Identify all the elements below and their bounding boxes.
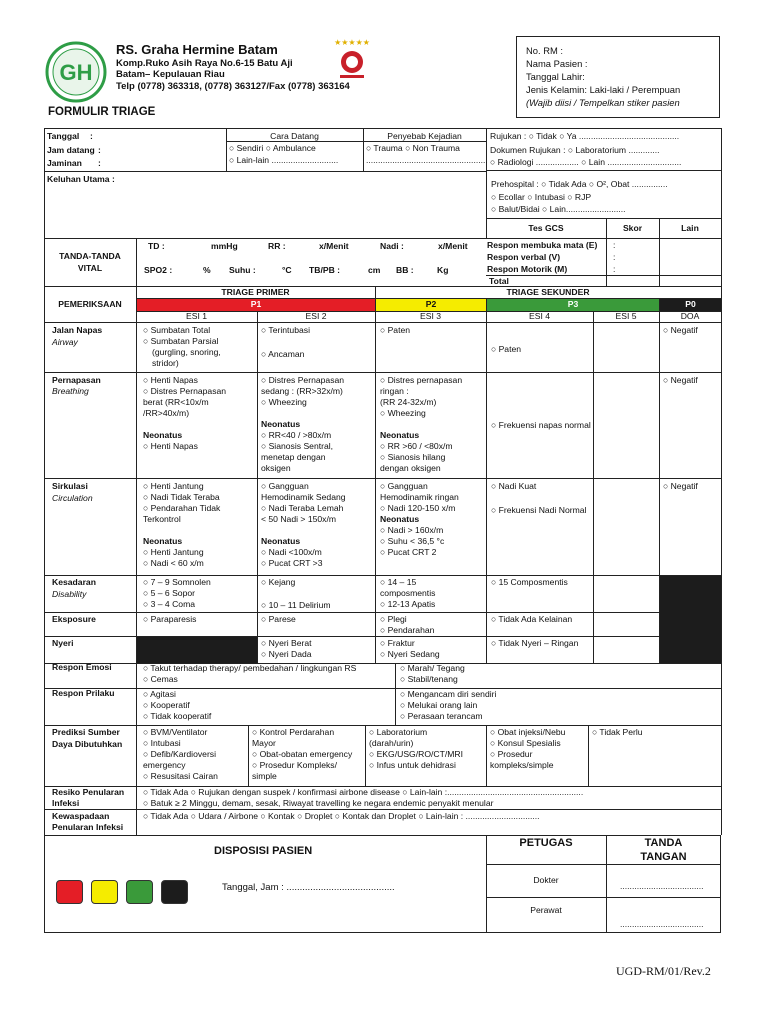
- gcs-motor: Respon Motorik (M): [487, 264, 568, 274]
- circulation-label: Sirkulasi: [52, 481, 88, 491]
- disposisi-title: DISPOSISI PASIEN: [214, 845, 313, 857]
- patient-name-label: Nama Pasien :: [526, 58, 588, 69]
- rujukan-options[interactable]: Rujukan : ○ Tidak ○ Ya ..........................................: [490, 131, 680, 141]
- breathing-esi2[interactable]: ○ Distres Pernapasan sedang : (RR>32x/m) ○ Wheezing Neonatus ○ RR<40 / >80x/m ○ Sianosis Sentral, menetap dengan oksigen: [261, 375, 345, 473]
- circulation-nadi-kuat[interactable]: ○ Nadi Kuat: [491, 481, 537, 491]
- prehospital-options-2[interactable]: ○ Ecollar ○ Intubasi ○ RJP: [491, 192, 592, 202]
- kewaspadaan-options[interactable]: ○ Tidak Ada ○ Udara / Airbone ○ Kontak ○ Droplet ○ Kontak dan Droplet ○ Lain-lain : ...............................: [143, 811, 540, 821]
- eksposure-esi4[interactable]: ○ Tidak Ada Kelainan: [491, 614, 573, 624]
- hospital-address: Komp.Ruko Asih Raya No.6-15 Batu Aji: [116, 58, 293, 69]
- gcs-lain-header: Lain: [681, 223, 699, 233]
- nadi-unit: x/Menit: [438, 241, 468, 251]
- circulation-esi1[interactable]: ○ Henti Jantung ○ Nadi Tidak Teraba ○ Pendarahan Tidak Terkontrol Neonatus ○ Henti Jantung ○ Nadi < 60 x/m: [143, 481, 221, 568]
- petugas-header: PETUGAS: [519, 837, 573, 849]
- airway-esi1[interactable]: ○ Sumbatan Total ○ Sumbatan Parsial (gurgling, snoring, stridor): [143, 325, 221, 368]
- no-rm-label: No. RM :: [526, 45, 563, 56]
- esi1-header: ESI 1: [185, 311, 208, 321]
- dokumen-rujukan[interactable]: Dokumen Rujukan : ○ Laboratorium .............: [490, 145, 660, 155]
- doa-header: DOA: [680, 311, 700, 321]
- gcs-v-colon: :: [613, 252, 616, 262]
- eksposure-esi1[interactable]: ○ Paraparesis: [143, 614, 197, 624]
- rr-label: RR :: [268, 241, 286, 251]
- hospital-city: Batam– Kepulauan Riau: [116, 69, 225, 80]
- esi2-header: ESI 2: [305, 311, 327, 321]
- resiko-batuk[interactable]: ○ Batuk ≥ 2 Minggu, demam, sesak, Riwayat travelling ke negara endemic penyakit menular: [143, 798, 494, 808]
- tanggal-label: Tanggal: [47, 131, 80, 141]
- form-title: FORMULIR TRIAGE: [48, 106, 156, 118]
- kesadaran-delirium[interactable]: ○ 10 – 11 Delirium: [261, 600, 331, 610]
- yellow-color-box[interactable]: [91, 880, 118, 904]
- gender-label: Jenis Kelamin: Laki-laki / Perempuan: [526, 84, 681, 95]
- suhu-label: Suhu :: [229, 265, 256, 275]
- circulation-esi2[interactable]: ○ Gangguan Hemodinamik Sedang ○ Nadi Teraba Lemah < 50 Nadi > 150x/m Neonatus ○ Nadi <100x/m ○ Pucat CRT >3: [261, 481, 346, 568]
- sticker-note: (Wajib diisi / Tempelkan stiker pasien: [526, 97, 680, 108]
- esi1-nyeri-disabled-cell: [137, 637, 257, 663]
- circulation-doa[interactable]: ○ Negatif: [663, 481, 698, 491]
- gcs-eye: Respon membuka mata (E): [487, 240, 598, 250]
- breathing-esi1[interactable]: ○ Henti Napas ○ Distres Pernapasan berat (RR<10x/m /RR>40x/m) Neonatus ○ Henti Napas: [143, 375, 227, 451]
- dokter-signature[interactable]: ...................................: [620, 881, 704, 891]
- accreditation-logo: [330, 36, 374, 80]
- suhu-unit: °C: [282, 265, 292, 275]
- esi4-header: ESI 4: [528, 311, 551, 321]
- prilaku-label: Respon Prilaku: [52, 688, 115, 698]
- doa-disabled-cell: [660, 576, 721, 663]
- breathing-doa[interactable]: ○ Negatif: [663, 375, 698, 385]
- sumber-options-a[interactable]: ○ BVM/Ventilator ○ Intubasi ○ Defib/Kardioversi emergency ○ Resusitasi Cairan: [143, 727, 218, 781]
- sumber-options-d[interactable]: ○ Obat injeksi/Nebu ○ Konsul Spesialis ○ Prosedur kompleks/simple: [490, 727, 566, 770]
- sumber-tidak-perlu[interactable]: ○ Tidak Perlu: [592, 727, 643, 737]
- p2-band: P2: [376, 299, 486, 311]
- breathing-esi3[interactable]: ○ Distres pernapasan ringan : (RR 24-32x/m) ○ Wheezing Neonatus ○ RR >60 / <80x/m ○ Sianosis hilang dengan oksigen: [380, 375, 463, 473]
- circulation-esi3[interactable]: ○ Gangguan Hemodinamik ringan ○ Nadi 120-150 x/m Neonatus ○ Nadi > 160x/m ○ Suhu < 36,5 °c ○ Pucat CRT 2: [380, 481, 459, 557]
- gcs-e-colon: :: [613, 240, 616, 250]
- eksposure-label: Eksposure: [52, 614, 96, 624]
- spo2-label: SPO2 :: [144, 265, 173, 275]
- vital-label-2: VITAL: [77, 263, 103, 273]
- gcs-header: Tes GCS: [528, 223, 564, 233]
- perawat-label: Perawat: [530, 905, 562, 915]
- p3-band: P3: [487, 299, 659, 311]
- kesadaran-label: Kesadaran: [52, 577, 96, 587]
- spo2-unit: %: [203, 265, 211, 275]
- cara-datang-lain[interactable]: ○ Lain-lain ............................: [229, 155, 339, 165]
- black-color-box[interactable]: [161, 880, 188, 904]
- p1-band: P1: [137, 299, 375, 311]
- nyeri-esi2[interactable]: ○ Nyeri Berat ○ Nyeri Dada: [261, 638, 312, 659]
- red-color-box[interactable]: [56, 880, 83, 904]
- jaminan-label: Jaminan: [47, 158, 82, 168]
- tb-unit: cm: [368, 265, 381, 275]
- emosi-options-a[interactable]: ○ Takut terhadap therapy/ pembedahan / lingkungan RS ○ Cemas: [143, 663, 357, 684]
- eksposure-esi2[interactable]: ○ Parese: [261, 614, 296, 624]
- kesadaran-sublabel: Disability: [52, 589, 87, 599]
- eksposure-esi3[interactable]: ○ Plegi ○ Pendarahan: [380, 614, 435, 635]
- circulation-sublabel: Circulation: [52, 493, 93, 503]
- cara-datang-header: Cara Datang: [270, 131, 319, 141]
- penyebab-header: Penyebab Kejadian: [387, 131, 462, 141]
- hospital-phone: Telp (0778) 363318, (0778) 363127/Fax (0778) 363164: [116, 81, 350, 92]
- triage-sekunder-label: TRIAGE SEKUNDER: [506, 287, 590, 297]
- airway-sublabel: Airway: [52, 337, 78, 347]
- airway-esi4[interactable]: ○ Paten: [491, 344, 522, 354]
- nadi-label: Nadi :: [380, 241, 404, 251]
- rr-unit: x/Menit: [319, 241, 349, 251]
- breathing-sublabel: Breathing: [52, 386, 89, 396]
- gcs-verbal: Respon verbal (V): [487, 252, 561, 262]
- dokter-label: Dokter: [533, 875, 559, 885]
- circulation-nadi-normal[interactable]: ○ Frekuensi Nadi Normal: [491, 505, 587, 515]
- perawat-signature[interactable]: ...................................: [620, 919, 704, 929]
- prehospital-options-3[interactable]: ○ Balut/Bidai ○ Lain.........................: [491, 204, 626, 214]
- td-unit: mmHg: [211, 241, 238, 251]
- resiko-sublabel: Infeksi: [52, 798, 80, 808]
- kewaspadaan-sublabel: Penularan Infeksi: [52, 822, 124, 832]
- resiko-options[interactable]: ○ Tidak Ada ○ Rujukan dengan suspek / konfirmasi airbone disease ○ Lain-lain :.........................................................: [143, 787, 584, 797]
- sumber-options-c[interactable]: ○ Laboratorium (darah/urin) ○ EKG/USG/RO/CT/MRI ○ Infus untuk dehidrasi: [369, 727, 463, 770]
- tb-label: TB/PB :: [309, 265, 341, 275]
- bb-unit: Kg: [437, 265, 449, 275]
- breathing-esi4[interactable]: ○ Frekuensi napas normal: [491, 420, 591, 430]
- tanggal-colon: :: [90, 131, 93, 141]
- resiko-label: Resiko Penularan: [52, 787, 125, 797]
- sumber-options-b[interactable]: ○ Kontrol Perdarahan Mayor ○ Obat-obatan emergency ○ Prosedur Kompleks/ simple: [252, 727, 353, 781]
- patient-id-box: [516, 36, 720, 118]
- logo-text: GH: [59, 60, 93, 85]
- penyebab-dots: ...................................................: [366, 155, 488, 165]
- jam-label: Jam datang: [47, 145, 95, 155]
- radiologi-options[interactable]: ○ Radiologi .................. ○ Lain ...............................: [490, 157, 682, 167]
- esi5-header: ESI 5: [615, 311, 637, 321]
- prilaku-options-a[interactable]: ○ Agitasi ○ Kooperatif ○ Tidak kooperatif: [143, 689, 212, 721]
- penyebab-options[interactable]: ○ Trauma ○ Non Trauma: [366, 143, 460, 153]
- svg-text:★★★★★: ★★★★★: [334, 38, 370, 47]
- kesadaran-kejang[interactable]: ○ Kejang: [261, 577, 296, 587]
- kesadaran-esi1[interactable]: ○ 7 – 9 Somnolen ○ 5 – 6 Sopor ○ 3 – 4 Coma: [143, 577, 211, 609]
- emosi-options-b[interactable]: ○ Marah/ Tegang ○ Stabil/tenang: [400, 663, 465, 684]
- tanda-tangan-header: TANDA TANGAN: [640, 837, 687, 863]
- green-color-box[interactable]: [126, 880, 153, 904]
- airway-label: Jalan Napas: [52, 325, 103, 335]
- td-label: TD :: [148, 241, 165, 251]
- gcs-total: Total: [489, 276, 509, 286]
- airway-doa[interactable]: ○ Negatif: [663, 325, 698, 335]
- triage-primer-label: TRIAGE PRIMER: [221, 287, 290, 297]
- breathing-label: Pernapasan: [52, 375, 101, 385]
- airway-esi3[interactable]: ○ Paten: [380, 325, 411, 335]
- kewaspadaan-label: Kewaspadaan: [52, 811, 110, 821]
- nyeri-esi3[interactable]: ○ Fraktur ○ Nyeri Sedang: [380, 638, 440, 659]
- emosi-label: Respon Emosi: [52, 662, 112, 672]
- nyeri-esi4[interactable]: ○ Tidak Nyeri – Ringan: [491, 638, 579, 648]
- nyeri-label: Nyeri: [52, 638, 74, 648]
- bb-label: BB :: [396, 265, 414, 275]
- hospital-name: RS. Graha Hermine Batam: [116, 42, 278, 57]
- esi3-header: ESI 3: [419, 311, 442, 321]
- airway-terintubasi[interactable]: ○ Terintubasi: [261, 325, 310, 335]
- prilaku-options-b[interactable]: ○ Mengancam diri sendiri ○ Melukai orang lain ○ Perasaan terancam: [400, 689, 497, 721]
- cara-datang-options[interactable]: ○ Sendiri ○ Ambulance: [229, 143, 316, 153]
- jam-colon: :: [98, 145, 101, 155]
- jaminan-colon: :: [98, 158, 101, 168]
- form-code: UGD-RM/01/Rev.2: [616, 964, 711, 978]
- keluhan-label: Keluhan Utama :: [47, 174, 115, 184]
- birth-date-label: Tanggal Lahir:: [526, 71, 585, 82]
- airway-ancaman[interactable]: ○ Ancaman: [261, 349, 305, 359]
- prehospital-options[interactable]: Prehospital : ○ Tidak Ada ○ O², Obat ...............: [491, 179, 668, 189]
- pemeriksaan-label: PEMERIKSAAN: [58, 299, 122, 309]
- sumber-label: Prediksi Sumber: [52, 727, 120, 737]
- disposisi-tanggal[interactable]: Tanggal, Jam : .........................................: [222, 882, 395, 893]
- sumber-sublabel: Daya Dibutuhkan: [52, 739, 123, 749]
- kesadaran-esi4[interactable]: ○ 15 Composmentis: [491, 577, 568, 587]
- kesadaran-esi3[interactable]: ○ 14 – 15 composmentis ○ 12-13 Apatis: [380, 577, 436, 609]
- vital-label-1: TANDA-TANDA: [59, 251, 121, 261]
- gcs-m-colon: :: [613, 264, 616, 274]
- gcs-skor-header: Skor: [622, 223, 643, 233]
- p0-band: P0: [660, 299, 721, 311]
- hospital-logo: [44, 40, 108, 104]
